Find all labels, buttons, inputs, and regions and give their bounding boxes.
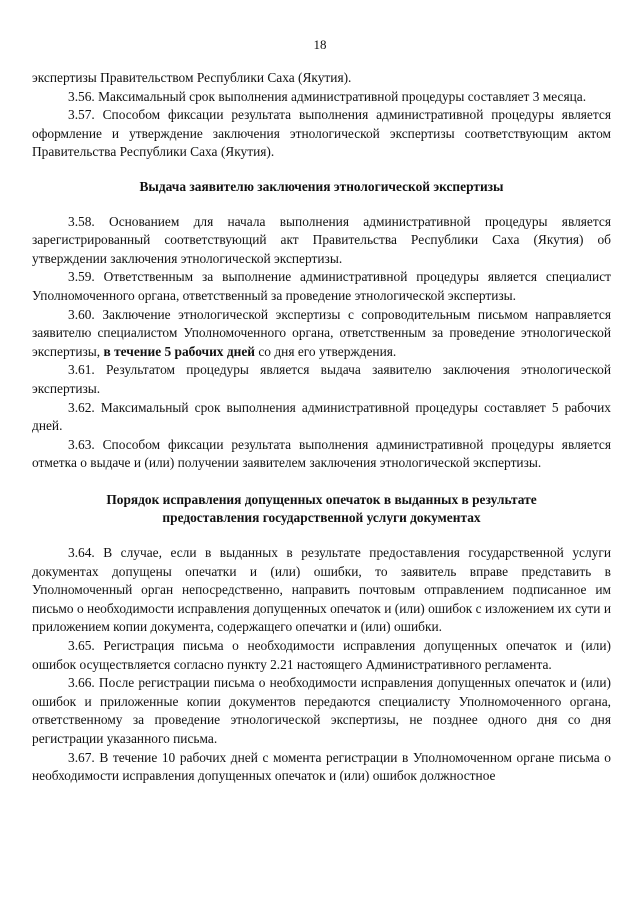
section-heading-corrections <box>32 491 611 528</box>
paragraph-3-61: 3.61. Результатом процедуры является выдача заявителю заключения этнологической экспертизы. <box>32 362 611 396</box>
paragraph-3-60-text-start: 3.60. Заключение этнологической экспертизы с сопроводительным письмом направляется заявителю специалистом Уполномоченного органа, ответственным за проведение этнологической экспертизы, <box>32 306 611 359</box>
section-heading-issuance: Выдача заявителю заключения этнологической экспертизы <box>139 178 504 194</box>
page-number: 18 <box>313 37 327 52</box>
section-heading-corrections-line-1: Порядок исправления допущенных опечаток в выданных в результате <box>106 491 537 507</box>
paragraph-3-59: 3.59. Ответственным за выполнение административной процедуры является специалист Уполномоченного органа, ответственный за проведение этнологической экспертизы. <box>32 269 611 303</box>
paragraph-3-60-deadline-bold: в течение 5 рабочих дней <box>103 343 255 359</box>
paragraph-3-66: 3.66. После регистрации письма о необходимости исправления допущенных опечаток и (или) ошибок и приложенные копии документов передаются специалисту Уполномоченного органа, ответственному за проведение этнологической экспертизы, не позднее одного дня со дня регистрации указанного письма. <box>32 675 611 746</box>
paragraph-3-57: 3.57. Способом фиксации результата выполнения административной процедуры является оформление и утверждение заключения этнологической экспертизы соответствующим актом Правительства Республики Саха (Якутия). <box>32 107 611 160</box>
document-body <box>32 69 611 786</box>
paragraph-3-62: 3.62. Максимальный срок выполнения административной процедуры составляет 5 рабочих дней. <box>32 399 611 434</box>
paragraph-continuation: экспертизы Правительством Республики Саха (Якутия). <box>32 70 352 85</box>
paragraph-3-58: 3.58. Основанием для начала выполнения административной процедуры является зарегистрированный соответствующий акт Правительства Республики Саха (Якутия) об утверждении заключения этнологической экспертизы. <box>32 213 611 266</box>
section-heading-corrections-line-2: предоставления государственной услуги документах <box>162 510 481 526</box>
paragraph-3-67: 3.67. В течение 10 рабочих дней с момента регистрации в Уполномоченном органе письма о необходимости исправления допущенных опечаток и (или) ошибок должностное <box>32 749 611 784</box>
paragraph-3-56: 3.56. Максимальный срок выполнения административной процедуры составляет 3 месяца. <box>68 88 587 104</box>
paragraph-3-63: 3.63. Способом фиксации результата выполнения административной процедуры является отметка о выдаче и (или) получении заявителем заключения этнологической экспертизы. <box>32 436 611 471</box>
paragraph-3-65: 3.65. Регистрация письма о необходимости исправления допущенных опечаток и (или) ошибок осуществляется согласно пункту 2.21 настоящего Административного регламента. <box>32 638 611 672</box>
paragraph-3-64: 3.64. В случае, если в выданных в результате предоставления государственной услуги документах допущены опечатки и (или) ошибки, то заявитель вправе представить в Уполномоченный орган непосредственно, направить почтовым отправлением подписанное им письмо о необходимости исправления допущенных опечаток и (или) ошибок с изложением их сути и приложением копии документа, содержащего опечатки и (или) ошибки. <box>32 545 611 635</box>
paragraph-3-60 <box>32 306 611 362</box>
paragraph-3-60-text-end: со дня его утверждения. <box>255 343 397 359</box>
